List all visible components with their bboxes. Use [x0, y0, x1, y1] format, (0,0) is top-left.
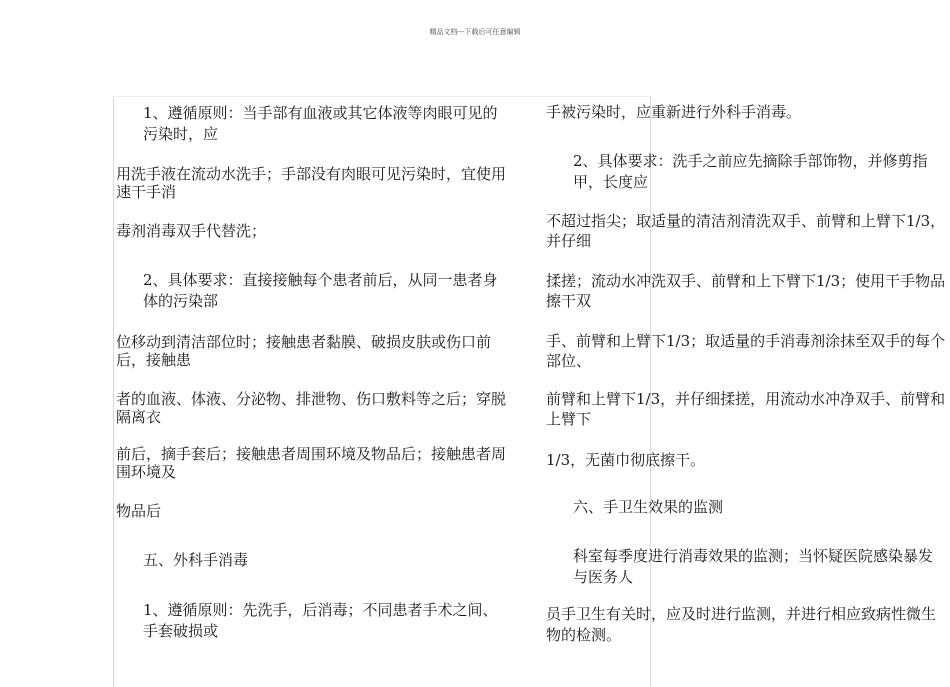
paragraph-hand-contaminated: 手被污染时，应重新进行外科手消毒。: [546, 103, 802, 121]
paragraph-fingertips: 不超过指尖；取适量的清洁剂清洗双手、前臂和上臂下1/3，并仔细: [546, 212, 946, 250]
paragraph-apply-disinfectant: 手、前臂和上臂下1/3；取适量的手消毒剂涂抹至双手的每个部位、: [546, 332, 946, 370]
paragraph-surgical-principle: 1、遵循原则：先洗手，后消毒；不同患者手术之间、手套破损或: [143, 601, 498, 640]
paragraph-pathogen-testing: 员手卫生有关时，应及时进行监测，并进行相应致病性微生物的检测。: [546, 605, 937, 644]
paragraph-disinfect-hands: 毒剂消毒双手代替洗；: [116, 222, 267, 240]
paragraph-move-to-clean: 位移动到清洁部位时；接触患者黏膜、破损皮肤或伤口前后，接触患: [116, 333, 492, 369]
paragraph-quarterly-monitoring: 科室每季度进行消毒效果的监测；当怀疑医院感染暴发与医务人: [573, 547, 934, 586]
paragraph-handwash-liquid: 用洗手液在流动水洗手；手部没有肉眼可见污染时，宜使用速干手消: [116, 165, 507, 201]
section-heading-monitoring: 六、手卫生效果的监测: [573, 498, 724, 516]
page-header: 精品文档---下载后可任意编辑: [429, 28, 521, 36]
section-heading-surgical: 五、外科手消毒: [143, 551, 249, 569]
paragraph-body-fluids: 者的血液、体液、分泌物、排泄物、伤口敷料等之后；穿脱隔离衣: [116, 390, 507, 426]
paragraph-hand-principle: 1、遵循原则：当手部有血液或其它体液等肉眼可见的污染时，应: [143, 104, 498, 143]
paragraph-items-after: 物品后: [116, 502, 162, 520]
paragraph-rub-rinse: 揉搓；流动水冲洗双手、前臂和上下臂下1/3；使用干手物品擦干双: [546, 272, 946, 310]
paragraph-gloves: 前后，摘手套后；接触患者周围环境及物品后；接触患者周围环境及: [116, 445, 507, 481]
paragraph-sterile-towel: 1/3，无菌巾彻底擦干。: [546, 451, 706, 469]
paragraph-rinse-forearm: 前臂和上臂下1/3，并仔细揉搓，用流动水冲净双手、前臂和上臂下: [546, 390, 946, 428]
paragraph-specific-requirements: 2、具体要求：直接接触每个患者前后，从同一患者身体的污染部: [143, 271, 498, 310]
paragraph-surgical-requirements: 2、具体要求：洗手之前应先摘除手部饰物，并修剪指甲，长度应: [573, 152, 928, 191]
